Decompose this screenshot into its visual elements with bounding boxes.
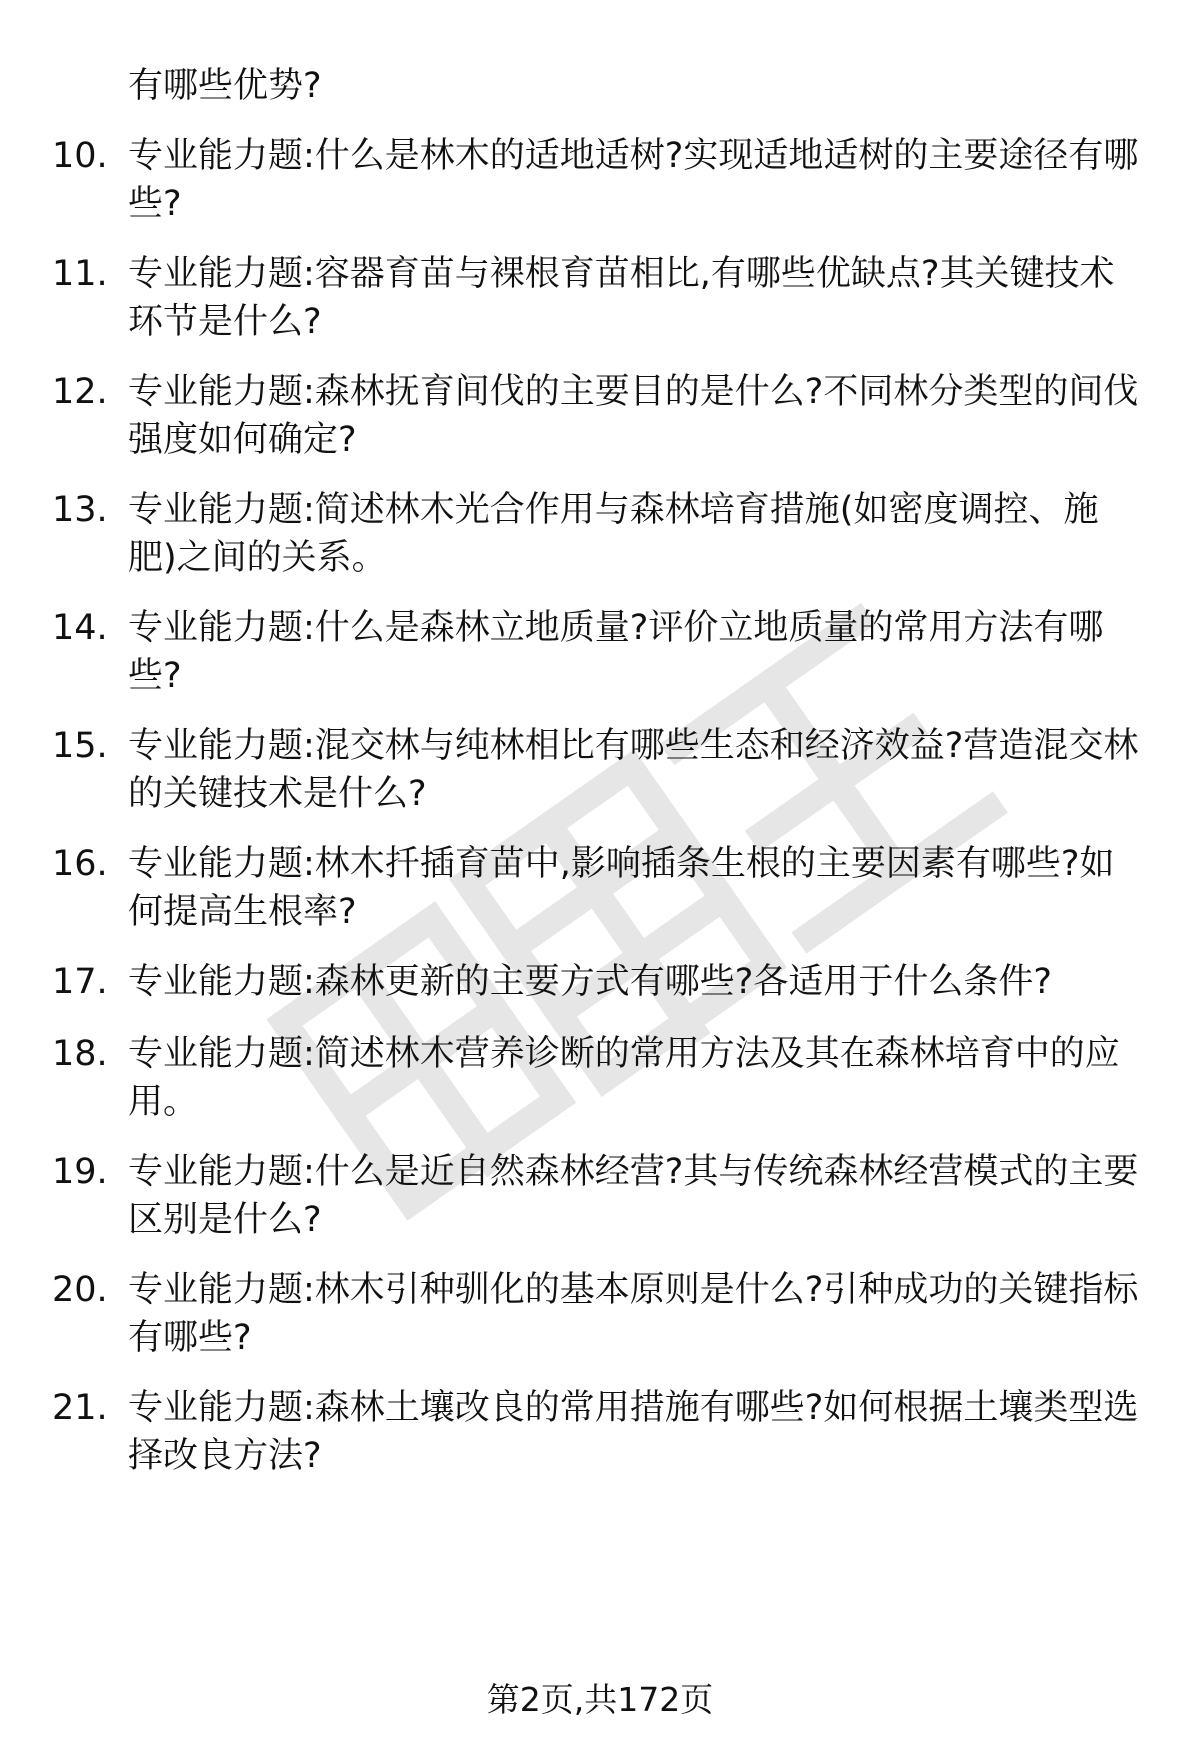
question-text: 专业能力题:森林土壤改良的常用措施有哪些?如何根据土壤类型选择改良方法? <box>128 1388 1139 1476</box>
question-number: 15. <box>52 726 108 766</box>
question-number: 14. <box>52 608 108 648</box>
question-text: 专业能力题:什么是林木的适地适树?实现适地适树的主要途径有哪些? <box>128 136 1139 224</box>
question-text: 专业能力题:森林更新的主要方式有哪些?各适用于什么条件? <box>128 962 1052 1002</box>
question-number: 21. <box>52 1388 108 1428</box>
continuation-line: 有哪些优势? <box>128 66 322 106</box>
question-text: 专业能力题:简述林木营养诊断的常用方法及其在森林培育中的应用。 <box>128 1034 1120 1122</box>
question-text: 专业能力题:什么是近自然森林经营?其与传统森林经营模式的主要区别是什么? <box>128 1152 1139 1240</box>
question-text: 专业能力题:森林抚育间伐的主要目的是什么?不同林分类型的间伐强度如何确定? <box>128 372 1139 460</box>
question-text: 专业能力题:容器育苗与裸根育苗相比,有哪些优缺点?其关键技术环节是什么? <box>128 254 1115 342</box>
question-text: 专业能力题:混交林与纯林相比有哪些生态和经济效益?营造混交林的关键技术是什么? <box>128 726 1139 814</box>
question-number: 16. <box>52 844 108 884</box>
question-text: 专业能力题:林木引种驯化的基本原则是什么?引种成功的关键指标有哪些? <box>128 1270 1139 1358</box>
question-number: 10. <box>52 136 108 176</box>
question-number: 11. <box>52 254 108 294</box>
question-text: 专业能力题:简述林木光合作用与森林培育措施(如密度调控、施肥)之间的关系。 <box>128 490 1099 578</box>
question-number: 17. <box>52 962 108 1002</box>
question-number: 20. <box>52 1270 108 1310</box>
question-text: 专业能力题:什么是森林立地质量?评价立地质量的常用方法有哪些? <box>128 608 1104 696</box>
question-text: 专业能力题:林木扦插育苗中,影响插条生根的主要因素有哪些?如何提高生根率? <box>128 844 1115 932</box>
question-number: 19. <box>52 1152 108 1192</box>
question-number: 18. <box>52 1034 108 1074</box>
question-number: 12. <box>52 372 108 412</box>
question-number: 13. <box>52 490 108 530</box>
page-footer: 第2页,共172页 <box>486 1680 714 1719</box>
